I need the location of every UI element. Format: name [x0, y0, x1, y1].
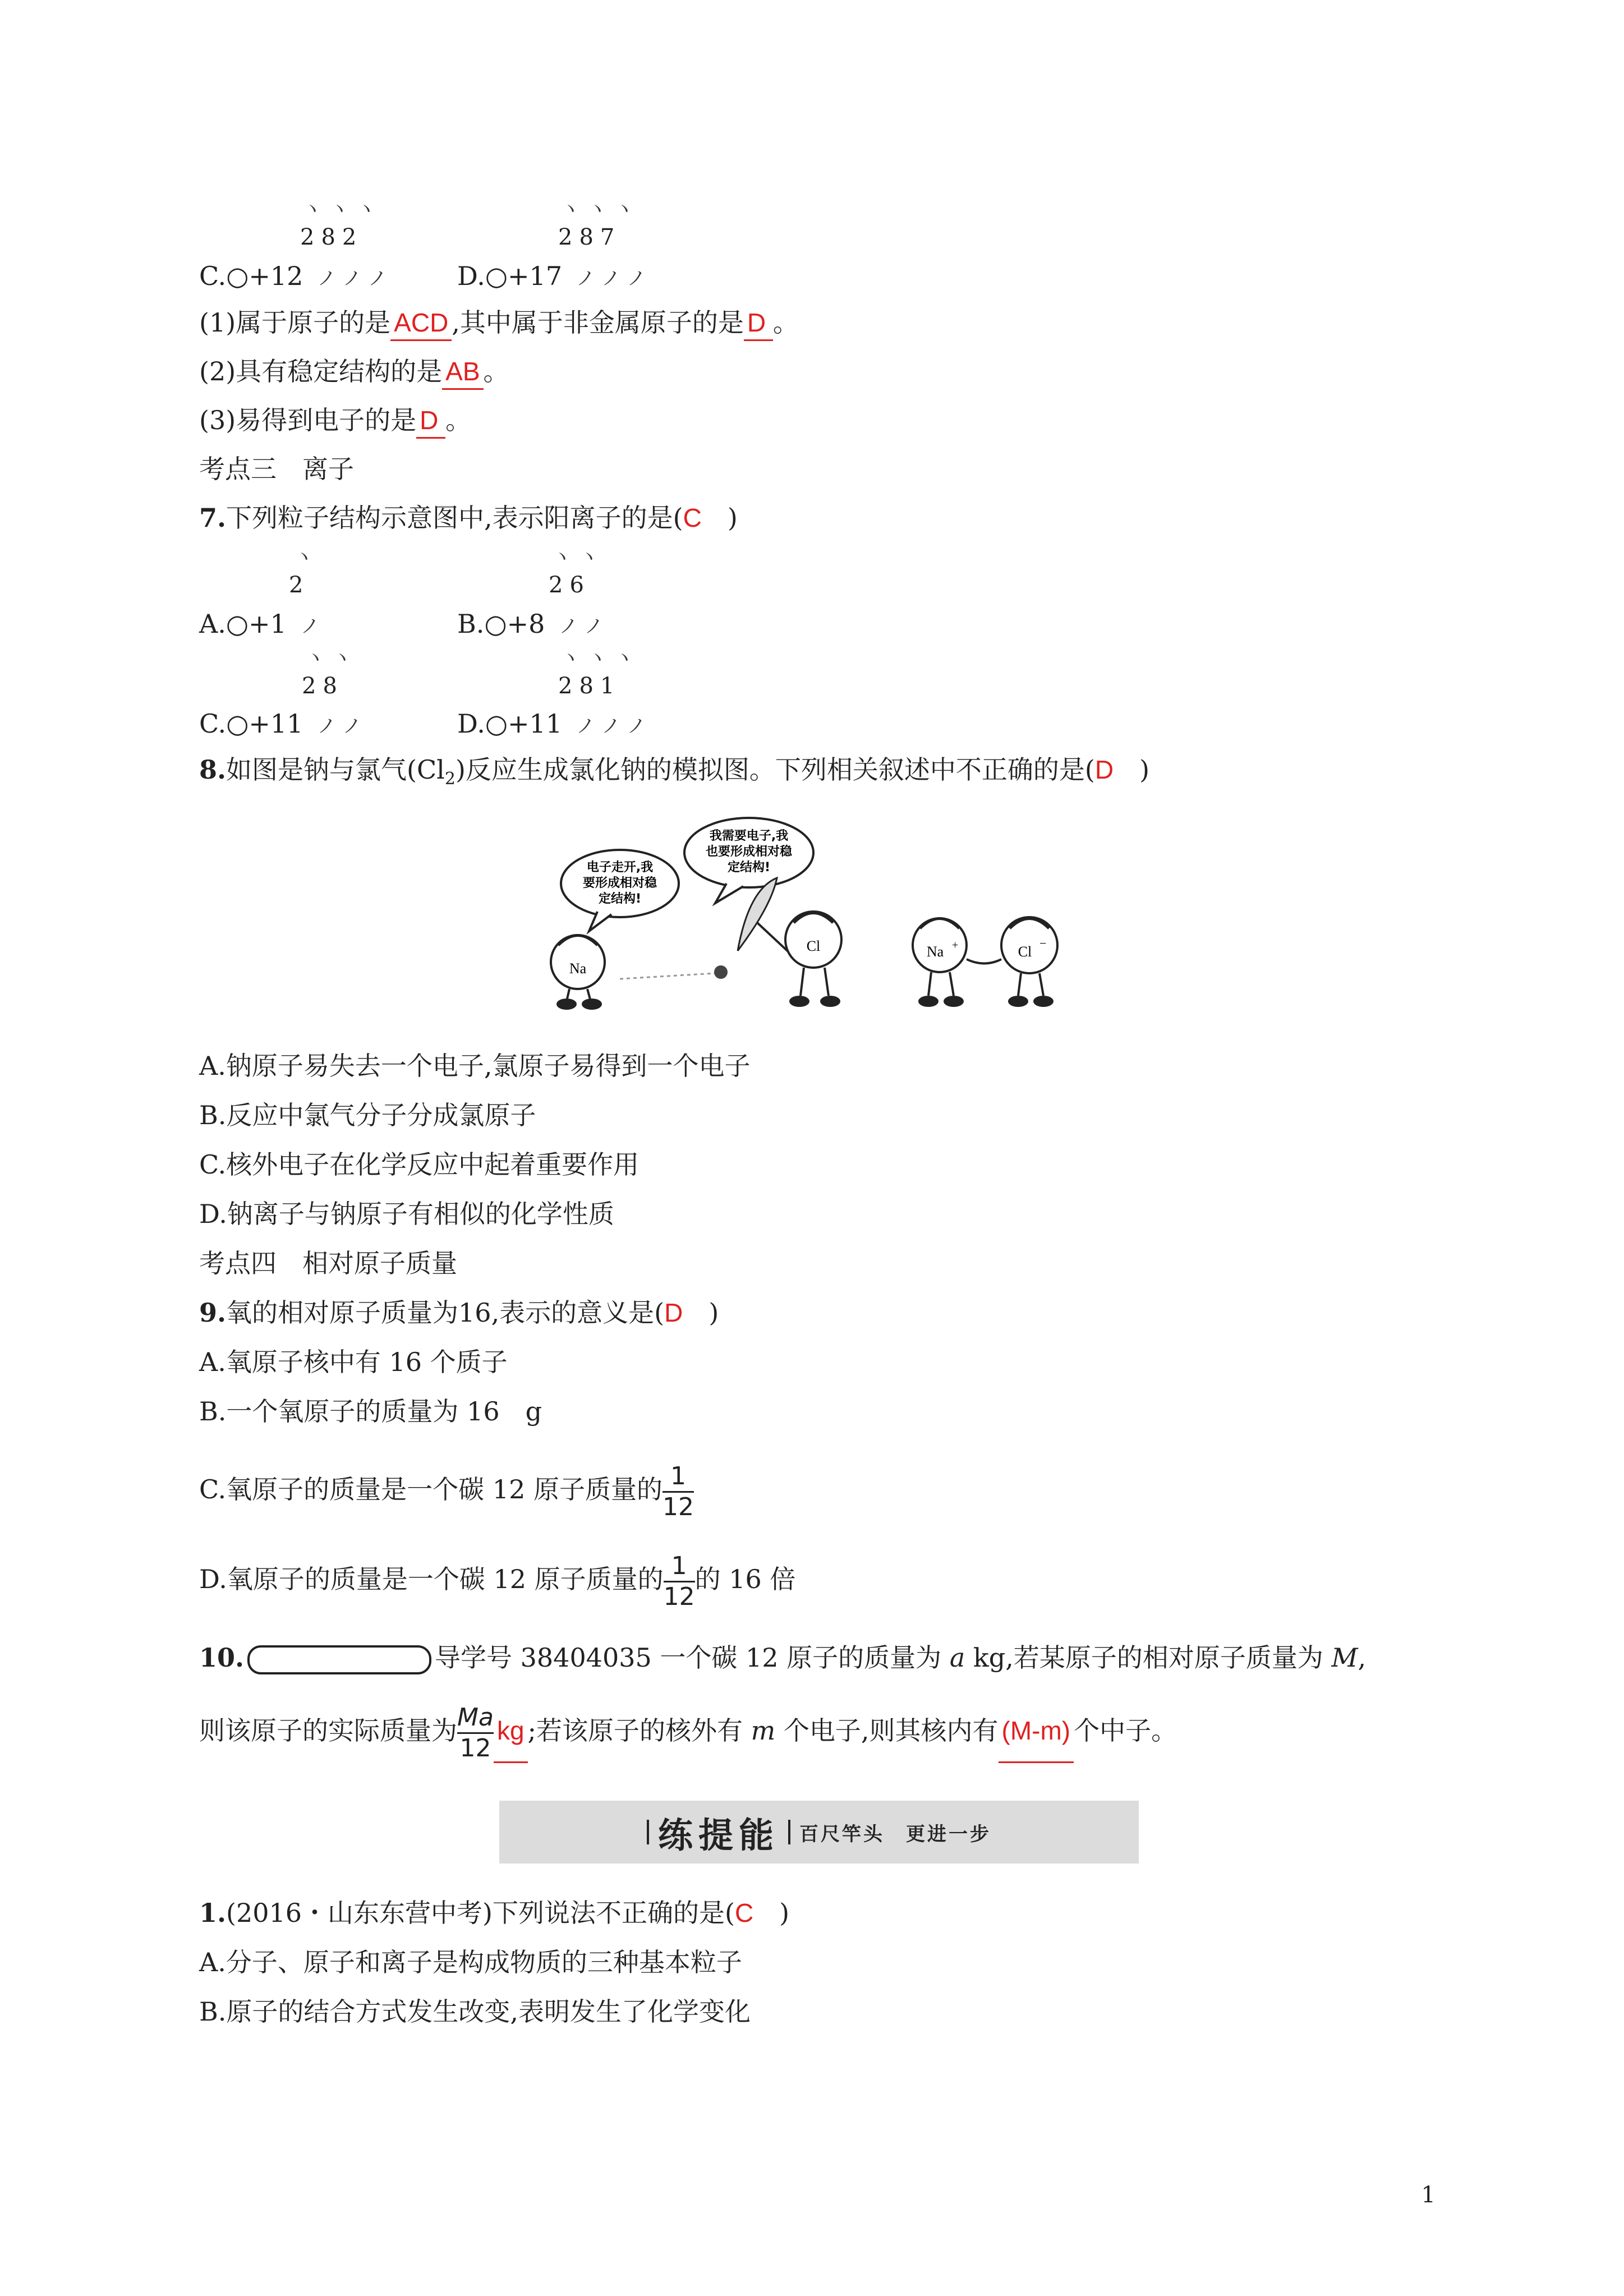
answer-blank: kg — [494, 1700, 528, 1763]
answer-blank: D — [416, 403, 445, 439]
electron — [620, 965, 728, 979]
svg-text:也要形成相对稳: 也要形成相对稳 — [705, 845, 793, 859]
practice-question-1: 1.(2016・山东东营中考)下列说法不正确的是(C ) — [199, 1898, 790, 1928]
arc-marks: ヽヽヽ — [561, 198, 642, 220]
svg-text:Na: Na — [926, 944, 944, 960]
banner-subtitle: 百尺竿头 更进一步 — [799, 1823, 991, 1846]
section-heading: 考点四 相对原子质量 — [199, 1248, 457, 1278]
option-c: C.氧原子的质量是一个碳 12 原子质量的 $\frac{1}{12}$ — [199, 1461, 694, 1521]
svg-text:Na: Na — [569, 960, 587, 977]
option-a: A.氧原子核中有 16 个质子 — [199, 1347, 508, 1377]
speech-bubble-chlorine — [684, 818, 813, 903]
question-8: 8.如图是钠与氯气$(Cl_2)$反应生成氯化钠的模拟图。下列相关叙述中不正确的是(D ) — [199, 754, 1150, 789]
option-b-diagram: B.○+8 ノノ — [457, 609, 611, 639]
shell-electrons: 26 — [549, 572, 591, 598]
fraction: $\frac{Ma}{12}$ — [457, 1703, 494, 1763]
option-c-diagram: C.○+11 ノノ — [199, 708, 370, 739]
divider — [647, 1820, 649, 1844]
sodium-ion-character — [913, 918, 967, 1007]
option-d: D.钠离子与钠原子有相似的化学性质 — [199, 1199, 614, 1229]
fraction: $\frac{1}{12}$ — [662, 1461, 694, 1521]
option-a: A.钠原子易失去一个电子,氯原子易得到一个电子 — [199, 1051, 751, 1081]
option-d-diagram: D.○+11 ノノノ — [457, 708, 654, 739]
answer: C — [734, 1898, 754, 1927]
option-d: D.氧原子的质量是一个碳 12 原子质量的 $\frac{1}{12}$ 的 16 倍 — [199, 1551, 796, 1611]
svg-text:电子走开,我: 电子走开,我 — [586, 861, 654, 875]
svg-text:+: + — [952, 939, 959, 951]
chloride-ion-character — [967, 917, 1057, 1007]
option-b: B.反应中氯气分子分成氯原子 — [199, 1100, 536, 1130]
q6-sub2: (2)具有稳定结构的是 AB 。 — [199, 355, 509, 390]
sodium-atom-character — [551, 935, 605, 1010]
option-c-diagram: C.○+12 ノノノ — [199, 261, 395, 291]
arc-marks: ヽヽ — [306, 647, 360, 669]
answer: D — [664, 1298, 683, 1327]
svg-text:定结构!: 定结构! — [727, 861, 771, 875]
shell-electrons: 282 — [300, 224, 364, 250]
shell-electrons: 281 — [558, 673, 622, 699]
svg-text:−: − — [1039, 936, 1047, 950]
arc-marks: ヽヽヽ — [561, 647, 642, 669]
section-banner — [499, 1801, 1139, 1864]
svg-text:Cl: Cl — [806, 938, 821, 954]
section-heading: 考点三 离子 — [199, 454, 354, 484]
option-a: A.分子、原子和离子是构成物质的三种基本粒子 — [199, 1947, 742, 1977]
sodium-chlorine-reaction-figure — [536, 811, 1097, 1024]
shell-electrons: 287 — [558, 224, 622, 250]
question-7: 7.下列粒子结构示意图中,表示阳离子的是(C ) — [199, 503, 738, 533]
divider — [788, 1820, 790, 1844]
q6-sub3: (3)易得到电子的是 D 。 — [199, 403, 471, 439]
page-number: 1 — [1421, 2182, 1436, 2208]
answer: D — [1094, 755, 1114, 784]
shell-electrons: 2 — [289, 572, 310, 598]
arc-marks: ヽヽ — [553, 546, 606, 568]
banner-title: 练提能 — [657, 1814, 779, 1856]
q6-sub1: (1)属于原子的是 ACD ,其中属于非金属原子的是 D 。 — [199, 306, 799, 341]
svg-text:要形成相对稳: 要形成相对稳 — [582, 876, 657, 890]
answer-blank: D — [744, 306, 773, 341]
answer-blank: ACD — [390, 306, 452, 341]
option-c: C.核外电子在化学反应中起着重要作用 — [199, 1149, 640, 1180]
arc-marks: ヽヽヽ — [303, 198, 384, 220]
question-10: 10. 导学号 38404035 一个碳 12 原子的质量为 a kg,若某原子的相对原子质量为 M, — [199, 1641, 1366, 1674]
shell-electrons: 28 — [302, 673, 344, 699]
question-9: 9.氧的相对原子质量为16,表示的意义是(D ) — [199, 1297, 719, 1328]
option-d-diagram: D.○+17 ノノノ — [457, 261, 654, 291]
option-b: B.一个氧原子的质量为 16 g — [199, 1396, 542, 1427]
answer-blank: (M-m) — [999, 1700, 1074, 1763]
arc-marks: ヽ — [295, 546, 321, 568]
answer-blank: AB — [442, 355, 483, 390]
svg-text:我需要电子,我: 我需要电子,我 — [709, 829, 789, 843]
fraction: $\frac{1}{12}$ — [663, 1551, 695, 1611]
chlorine-atom-character — [785, 912, 841, 1007]
badge-outline — [247, 1645, 431, 1674]
svg-text:定结构!: 定结构! — [598, 892, 642, 906]
speech-bubble-sodium — [561, 850, 679, 931]
option-a-diagram: A.○+1 ノ — [199, 609, 328, 639]
option-b: B.原子的结合方式发生改变,表明发生了化学变化 — [199, 1996, 751, 2027]
answer: C — [683, 503, 702, 532]
question-10-line2: 则该原子的实际质量为 $\frac{Ma}{12}$ kg ;若该原子的核外有 m 个电子,则其核内有 (M-m) 个中子。 — [199, 1700, 1177, 1763]
svg-text:Cl: Cl — [1018, 944, 1032, 960]
